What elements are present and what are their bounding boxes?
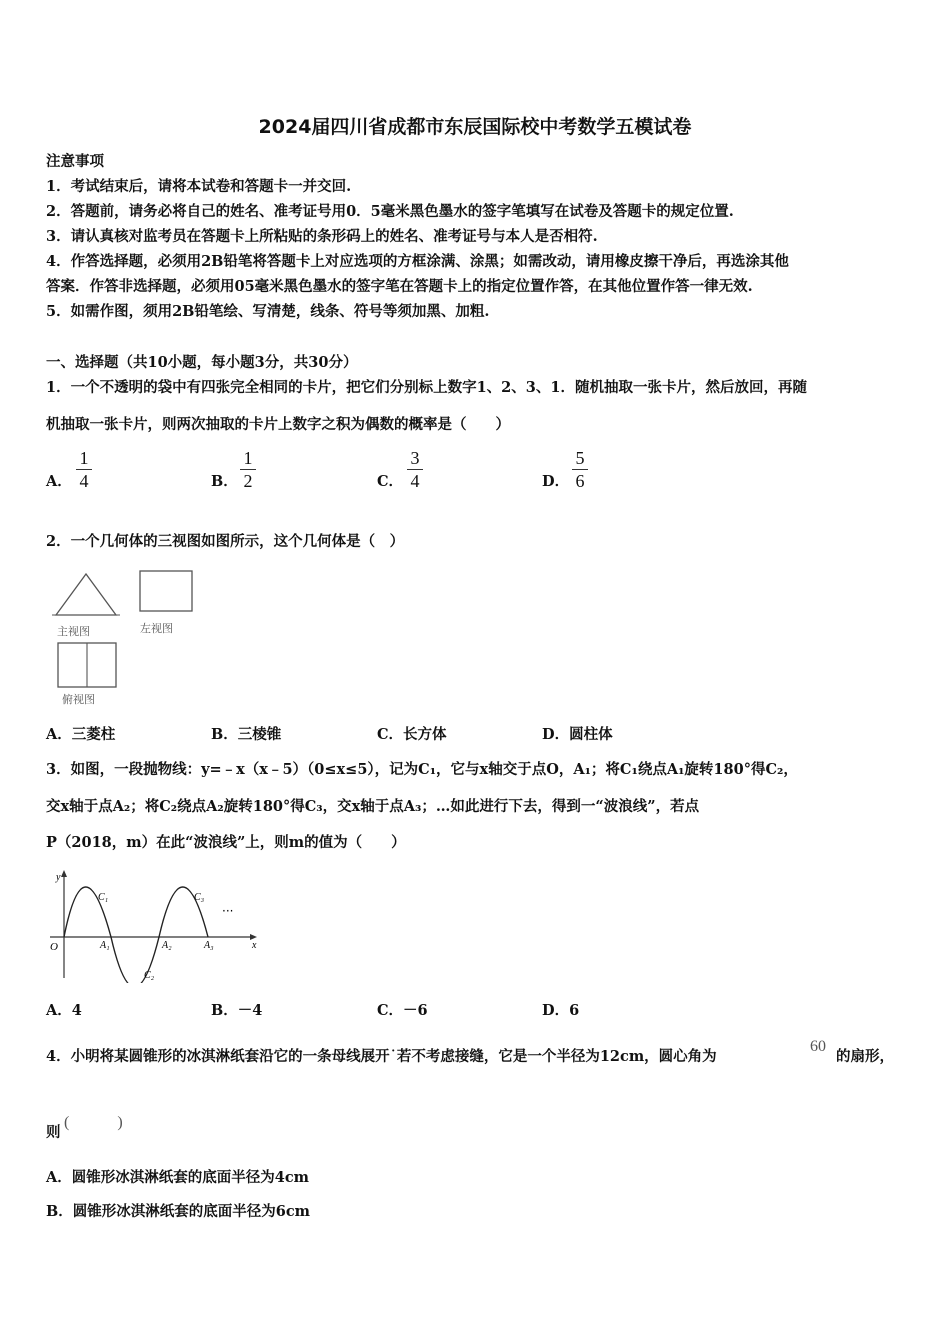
question-3-option: C．－6 [377,1002,428,1019]
wave-curve [64,887,208,983]
question-4-line: 则 [46,1124,61,1141]
question-1-line: 机抽取一张卡片，则两次抽取的卡片上数字之积为偶数的概率是（ ） [46,416,510,433]
front-view-triangle [56,574,116,615]
notice-heading: 注意事项 [46,153,104,170]
option-c-label: C． [377,473,404,490]
top-view-caption: 俯视图 [62,693,95,706]
question-2-stem: 2．一个几何体的三视图如图所示，这个几何体是（ ） [46,533,405,550]
notice-item: 5．如需作图，须用2B铅笔绘、写清楚，线条、符号等须加黑、加粗. [46,303,490,320]
left-view-square [140,571,192,611]
numerator: 1 [243,448,253,468]
option-c-fraction [407,448,423,491]
c3-label: C₃ [194,892,205,903]
denominator: 4 [79,471,89,491]
question-4-line-end: 的扇形， [836,1048,894,1065]
question-3-line: 3．如图，一段抛物线：y=﹣x（x﹣5）（0≤x≤5），记为C₁，它与x轴交于点O，A₁；将C₁绕点A₁旋转180°得C₂， [46,761,798,778]
question-3-line: P（2018，m）在此“波浪线”上，则m的值为（ ） [46,834,406,851]
option-d-fraction [572,448,588,491]
option-a-label: A． [46,473,72,490]
option-b-label: B． [211,473,238,490]
notice-item: 3．请认真核对监考员在答题卡上所粘贴的条形码上的姓名、准考证号与本人是否相符. [46,228,598,245]
x-axis-label: x [252,940,257,951]
y-axis-arrow [61,870,67,877]
question-4-option: B．圆锥形冰淇淋纸套的底面半径为6cm [46,1203,311,1220]
origin-label: O [50,941,58,953]
front-view-caption: 主视图 [57,625,90,638]
question-2-option: D．圆柱体 [542,726,613,743]
question-3-option: D．6 [542,1002,580,1019]
option-d-label: D． [542,473,570,490]
option-a-fraction [76,448,92,491]
c2-label: C₂ [144,970,155,981]
left-view-caption: 左视图 [140,622,173,635]
question-3-line: 交x轴于点A₂；将C₂绕点A₂旋转180°得C₃，交x轴于点A₃；…如此进行下去，得到一“波浪线”，若点 [46,798,700,815]
page-title: 2024届四川省成都市东辰国际校中考数学五模试卷 [258,116,692,138]
c1-label: C₁ [98,892,109,903]
question-3-option: B．－4 [211,1002,263,1019]
denominator: 4 [410,471,420,491]
angle-value: 60 [810,1038,826,1055]
numerator: 5 [575,448,585,468]
numerator: 1 [79,448,89,468]
a2-label: A₂ [162,940,172,951]
question-2-option: B．三棱锥 [211,726,282,743]
option-b-fraction [240,448,256,491]
continuation-dots: ··· [222,904,234,918]
notice-item: 答案．作答非选择题，必须用05毫米黑色墨水的签字笔在答题卡上的指定位置作答，在其他位置作答一律无效. [46,278,753,295]
question-1-line: 1．一个不透明的袋中有四张完全相同的卡片，把它们分别标上数字1、2、3、1．随机抽取一张卡片，然后放回，再随 [46,379,807,396]
section-heading: 一、选择题（共10小题，每小题3分，共30分） [46,354,358,371]
question-2-option: C．长方体 [377,726,447,743]
notice-item: 2．答题前，请务必将自己的姓名、准考证号用0．5毫米黑色墨水的签字笔填写在试卷及答题卡的规定位置. [46,203,734,220]
answer-parentheses: ( ) [64,1114,123,1131]
denominator: 6 [575,471,585,491]
numerator: 3 [410,448,420,468]
notice-item: 1．考试结束后，请将本试卷和答题卡一并交回. [46,178,352,195]
question-2-option: A．三菱柱 [46,726,116,743]
wave-graph [46,868,266,983]
a1-label: A₁ [100,940,110,951]
question-4-line: 4．小明将某圆锥形的冰淇淋纸套沿它的一条母线展开˙若不考虑接缝，它是一个半径为12cm，圆心角为 [46,1048,717,1065]
question-3-option: A．4 [46,1002,82,1019]
notice-item: 4．作答选择题，必须用2B铅笔将答题卡上对应选项的方框涂满、涂黑；如需改动，请用橡皮擦干净后，再选涂其他 [46,253,789,270]
question-4-option: A．圆锥形冰淇淋纸套的底面半径为4cm [46,1169,310,1186]
denominator: 2 [243,471,253,491]
y-axis-label: y [56,872,61,883]
a3-label: A₃ [204,940,214,951]
